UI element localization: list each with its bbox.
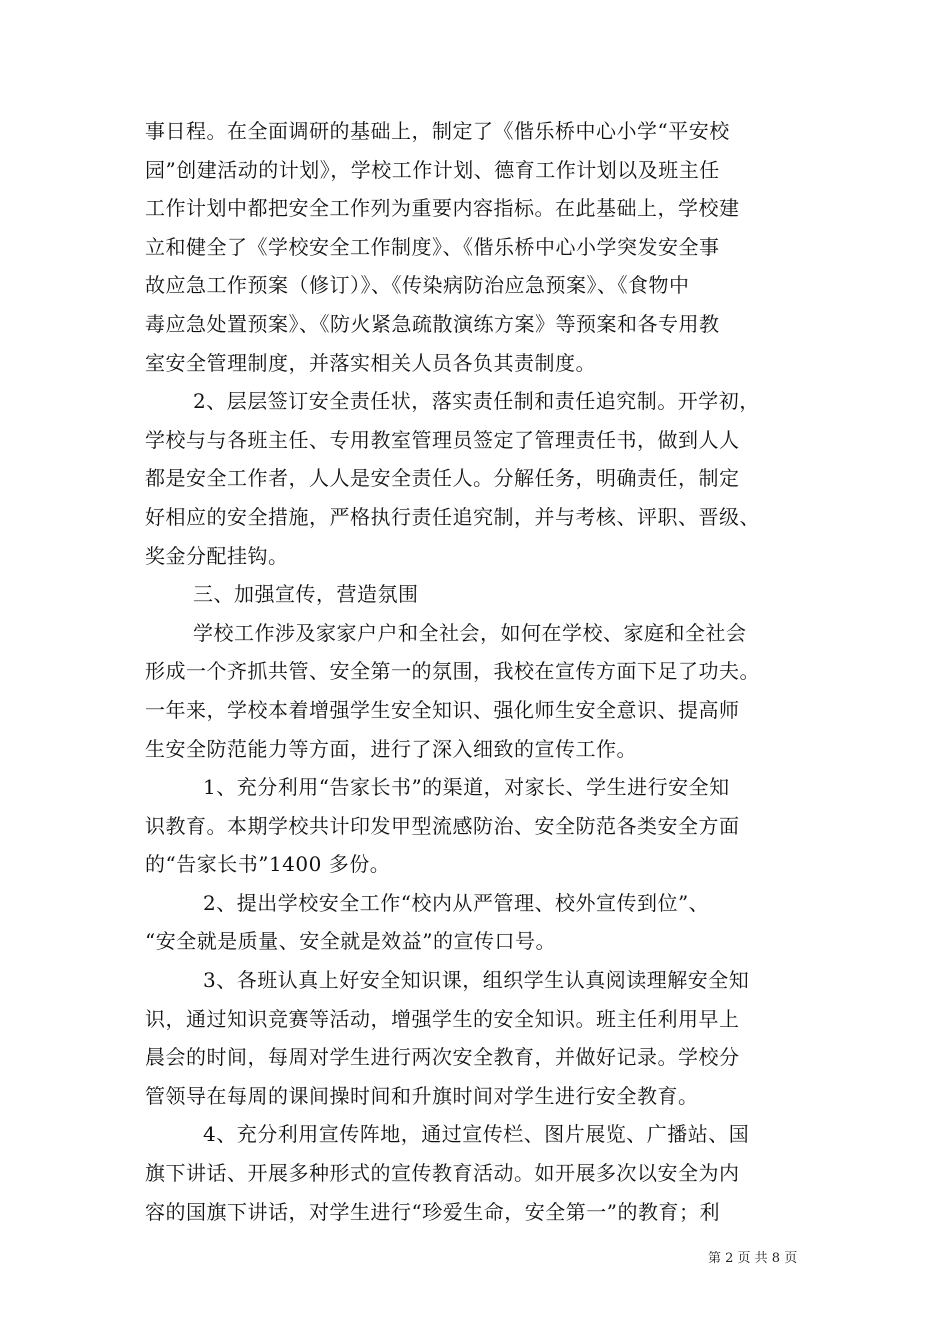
text-line: 管领导在每周的课间操时间和升旗时间对学生进行安全教育。 xyxy=(145,1083,699,1108)
text-line: 事日程。在全面调研的基础上，制定了《偕乐桥中心小学“平安校 xyxy=(145,119,730,143)
paragraph-start: 4、充分利用宣传阵地，通过宣传栏、图片展览、广播站、国 xyxy=(203,1122,750,1147)
page-footer: 第 2 页 共 8 页 xyxy=(708,1251,798,1266)
text-line: 故应急工作预案（修订）》、《传染病防治应急预案》、《食物中 xyxy=(145,273,690,298)
paragraph-start: 2、层层签订安全责任状，落实责任制和责任追究制。开学初， xyxy=(193,389,760,414)
text-line: 室安全管理制度，并落实相关人员各负其责制度。 xyxy=(145,350,596,375)
text-line: 毒应急处置预案》、《防火紧急疏散演练方案》等预案和各专用教 xyxy=(145,311,720,336)
paragraph-start: 学校工作涉及家家户户和全社会，如何在学校、家庭和全社会 xyxy=(193,620,747,645)
paragraph-start: 3、各班认真上好安全知识课，组织学生认真阅读理解安全知 xyxy=(203,968,750,993)
text-line: 晨会的时间，每周对学生进行两次安全教育，并做好记录。学校分 xyxy=(145,1045,740,1070)
document-body xyxy=(145,112,825,1231)
text-line: “安全就是质量、安全就是效益”的宣传口号。 xyxy=(145,929,556,954)
text-line: 的“告家长书”1400 多份。 xyxy=(145,852,391,877)
text-line: 工作计划中都把安全工作列为重要内容指标。在此基础上，学校建 xyxy=(145,196,740,221)
text-line: 学校与与各班主任、专用教室管理员签定了管理责任书，做到人人 xyxy=(145,427,740,452)
text-line: 一年来，学校本着增强学生安全知识、强化师生安全意识、提高师 xyxy=(145,697,740,722)
text-line: 旗下讲话、开展多种形式的宣传教育活动。如开展多次以安全为内 xyxy=(145,1161,740,1186)
text-line: 都是安全工作者，人人是安全责任人。分解任务，明确责任，制定 xyxy=(145,466,740,491)
paragraph-start: 1、充分利用“告家长书”的渠道，对家长、学生进行安全知 xyxy=(203,775,730,800)
text-line: 形成一个齐抓共管、安全第一的氛围，我校在宣传方面下足了功夫。 xyxy=(145,659,760,684)
paragraph-start: 2、提出学校安全工作“校内从严管理、校外宣传到位”、 xyxy=(203,890,710,915)
text-line: 识教育。本期学校共计印发甲型流感防治、安全防范各类安全方面 xyxy=(145,813,740,838)
text-line: 园”创建活动的计划》，学校工作计划、德育工作计划以及班主任 xyxy=(145,157,720,182)
text-line: 识，通过知识竞赛等活动，增强学生的安全知识。班主任利用早上 xyxy=(145,1006,740,1031)
text-line: 生安全防范能力等方面，进行了深入细致的宣传工作。 xyxy=(145,736,637,761)
text-line: 容的国旗下讲话，对学生进行“珍爱生命，安全第一”的教育；利 xyxy=(145,1199,720,1224)
text-line: 奖金分配挂钩。 xyxy=(145,543,289,568)
text-line: 立和健全了《学校安全工作制度》、《偕乐桥中心小学突发安全事 xyxy=(145,234,720,259)
text-line: 好相应的安全措施，严格执行责任追究制，并与考核、评职、晋级、 xyxy=(145,504,760,529)
section-heading: 三、加强宣传，营造氛围 xyxy=(193,582,419,607)
